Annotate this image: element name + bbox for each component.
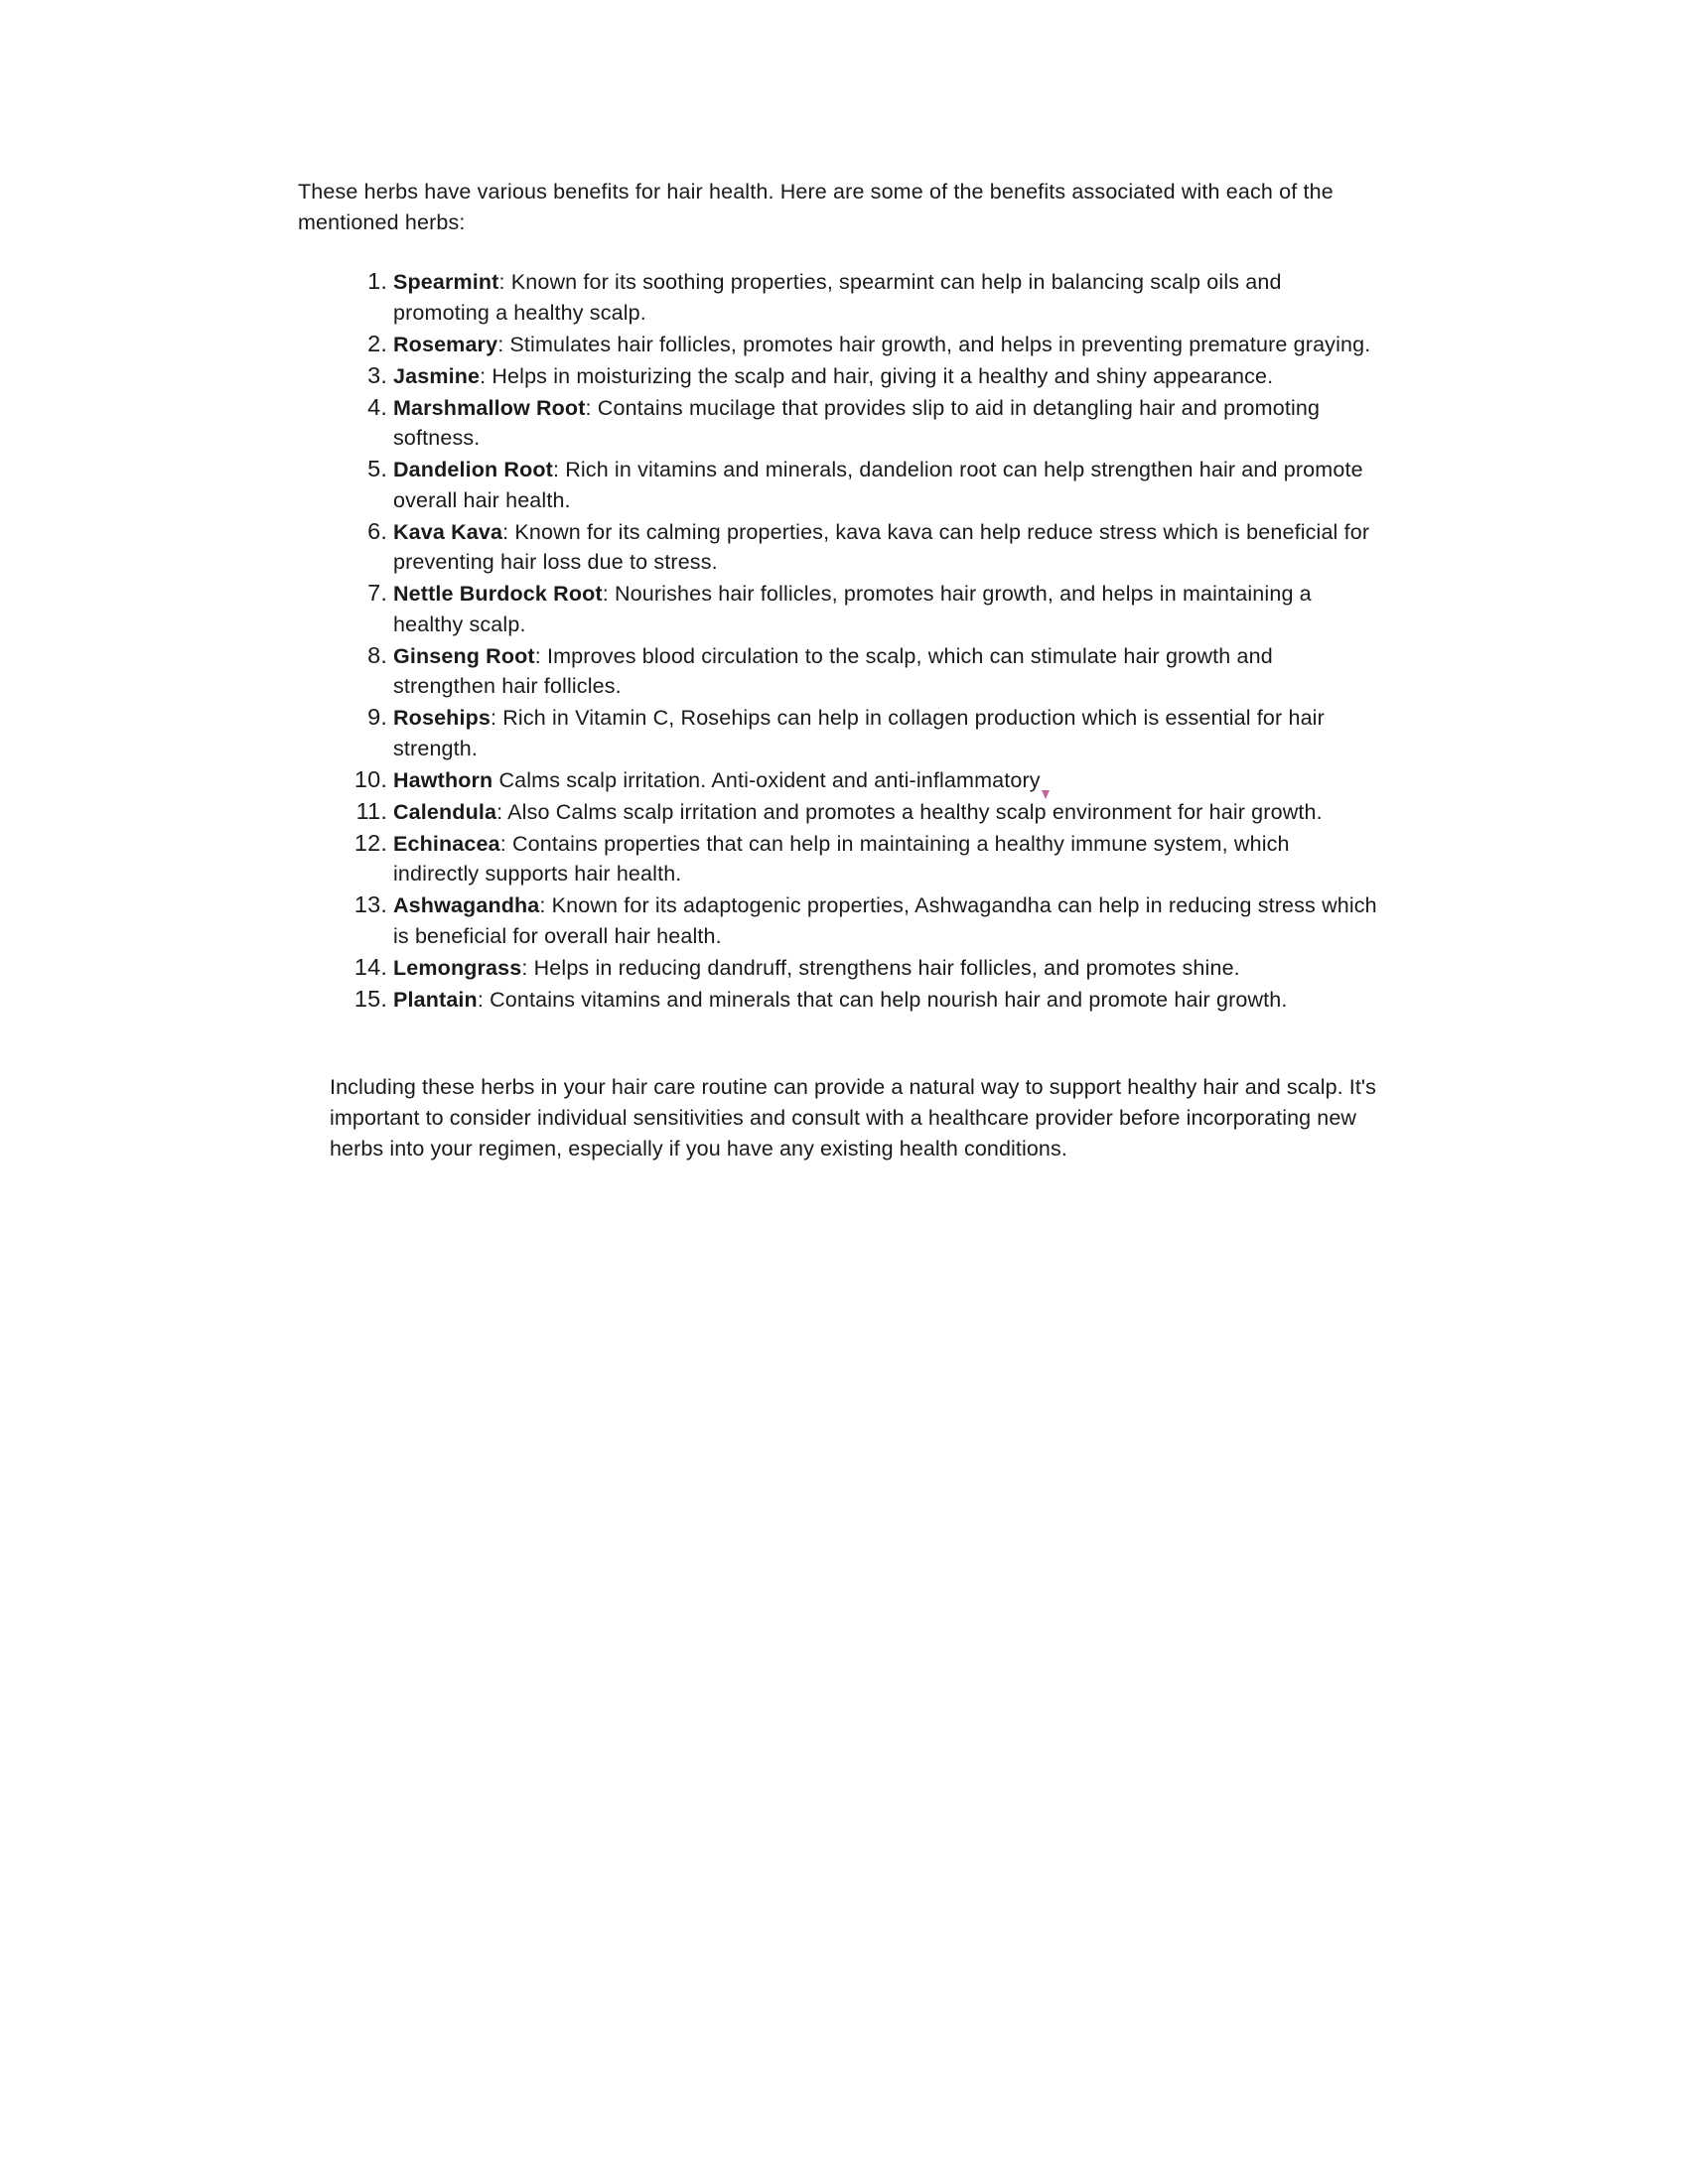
herb-description: Stimulates hair follicles, promotes hair growth, and helps in preventing premature graying.	[503, 332, 1371, 356]
herb-name: Spearmint	[393, 270, 499, 295]
list-item	[393, 829, 1380, 889]
herb-description: Contains mucilage that provides slip to aid in detangling hair and promoting softness.	[393, 395, 1321, 451]
herb-separator: :	[602, 582, 609, 607]
herb-description: Rich in Vitamin C, Rosehips can help in collagen production which is essential for hair strength.	[393, 706, 1325, 760]
herb-separator: :	[552, 458, 560, 482]
herb-separator: :	[585, 395, 592, 420]
herb-description: Known for its soothing properties, spearmint can help in balancing scalp oils and promoting a healthy scalp.	[393, 270, 1282, 325]
herb-description: Known for its adaptogenic properties, Ashwagandha can help in reducing stress which is beneficial for overall hair health.	[393, 893, 1377, 948]
herb-separator: :	[521, 955, 528, 980]
herb-name: Calendula	[393, 799, 497, 824]
herb-name: Lemongrass	[393, 955, 522, 980]
herb-description: Nourishes hair follicles, promotes hair growth, and helps in maintaining a healthy scalp.	[393, 582, 1312, 636]
herb-benefits-list	[298, 267, 1380, 1015]
document-body	[298, 177, 1380, 1164]
list-item	[393, 455, 1380, 515]
herb-separator: :	[498, 270, 505, 295]
herb-name: Rosehips	[393, 706, 491, 731]
closing-paragraph: Including these herbs in your hair care routine can provide a natural way to support healthy hair and scalp. It's important to consider individual sensitivities and consult with a healthcare provider before incorporating new herbs into your regimen, especially if you have any existing health conditions.	[330, 1075, 1376, 1161]
herb-name: Echinacea	[393, 831, 500, 856]
herb-name: Marshmallow Root	[393, 395, 586, 420]
herb-description: Contains vitamins and minerals that can help nourish hair and promote hair growth.	[483, 987, 1288, 1012]
herb-name: Nettle Burdock Root	[393, 582, 603, 607]
list-item	[393, 330, 1380, 360]
list-item	[393, 361, 1380, 392]
list-item	[393, 953, 1380, 984]
herb-separator: :	[534, 643, 541, 668]
herb-description: Calms scalp irritation. Anti-oxident and anti-inflammatory	[492, 767, 1041, 792]
herb-name: Dandelion Root	[393, 458, 553, 482]
list-item	[393, 641, 1380, 702]
list-item	[393, 267, 1380, 328]
herb-description: Improves blood circulation to the scalp, which can stimulate hair growth and strengthen hair follicles.	[393, 643, 1273, 699]
herb-name: Kava Kava	[393, 519, 503, 544]
herb-separator: :	[480, 363, 487, 388]
herb-name: Hawthorn	[393, 767, 493, 792]
herb-separator: :	[499, 831, 506, 856]
herb-separator: :	[539, 893, 546, 918]
herb-description: Known for its calming properties, kava kava can help reduce stress which is beneficial for preventing hair loss due to stress.	[393, 519, 1370, 575]
list-item	[393, 765, 1380, 796]
herb-description: Helps in moisturizing the scalp and hair, giving it a healthy and shiny appearance.	[486, 363, 1274, 388]
herb-description: Helps in reducing dandruff, strengthens hair follicles, and promotes shine.	[527, 955, 1240, 980]
list-item	[393, 890, 1380, 951]
list-item	[393, 703, 1380, 763]
herb-description: Rich in vitamins and minerals, dandelion root can help strengthen hair and promote overall hair health.	[393, 458, 1363, 512]
list-item	[393, 797, 1380, 828]
list-item	[393, 985, 1380, 1016]
list-item	[393, 517, 1380, 578]
herb-name: Plantain	[393, 987, 478, 1012]
herb-separator: :	[502, 519, 509, 544]
herb-separator: :	[496, 799, 503, 824]
herb-name: Ginseng Root	[393, 643, 535, 668]
herb-separator: :	[477, 987, 484, 1012]
list-item	[393, 393, 1380, 454]
herb-name: Ashwagandha	[393, 893, 540, 918]
herb-separator: :	[490, 706, 497, 731]
herb-name: Jasmine	[393, 363, 481, 388]
intro-paragraph: These herbs have various benefits for hair health. Here are some of the benefits associated with each of the mentioned herbs:	[298, 180, 1334, 234]
herb-separator: :	[497, 332, 504, 356]
herb-description: Contains properties that can help in maintaining a healthy immune system, which indirectly supports hair health.	[393, 831, 1290, 887]
herb-name: Rosemary	[393, 332, 498, 356]
list-item	[393, 579, 1380, 639]
herb-description: Also Calms scalp irritation and promotes a healthy scalp environment for hair growth.	[502, 799, 1323, 824]
